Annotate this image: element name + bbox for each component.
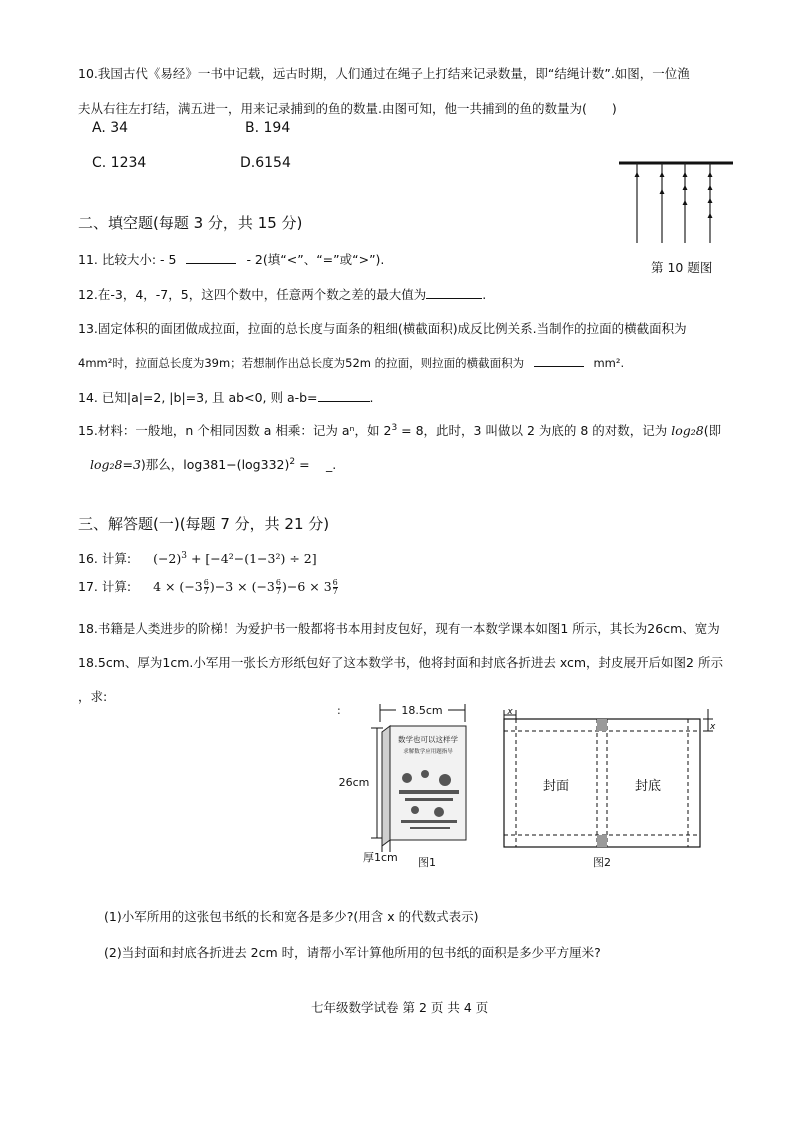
- q15-line1-b: = 8，此时，3 叫做以 2 为底的 8 的对数，记为: [397, 423, 672, 438]
- q11-answer-blank: [186, 251, 236, 264]
- book-cover-title: 数学也可以这样学: [398, 735, 458, 744]
- q13-line2-suffix: mm².: [593, 356, 625, 370]
- q15-line1: [78, 422, 721, 440]
- q11-prefix: 11. 比较大小: - 5: [78, 252, 177, 267]
- q15-line2-a: log₂8=3: [90, 457, 141, 472]
- q15-line2-sup: 2: [289, 456, 296, 467]
- q13-line2: [78, 354, 624, 372]
- q10-option-c: C. 1234: [92, 155, 147, 171]
- fig2-x-label-top: x: [507, 707, 513, 717]
- q12-suffix: .: [482, 287, 487, 302]
- q15-line2: [90, 456, 336, 474]
- q10-line1: 10.我国古代《易经》一书中记载，远古时期，人们通过在绳子上打结来记录数量，即“结绳计数”.如图，一位渔: [78, 66, 690, 81]
- q17-fraction-3: $\frac{6}{7}$: [332, 578, 338, 596]
- q14: [78, 389, 374, 407]
- wrapping-paper-figure-2: [490, 705, 720, 870]
- q18-line3: ，求:: [78, 689, 108, 704]
- book-cover-subtitle: 求解数学应用题指导: [403, 749, 453, 755]
- q12: [78, 286, 486, 304]
- q16-expr-sup: 3: [181, 550, 187, 561]
- q10-option-d: D.6154: [240, 155, 291, 171]
- fig1-height-label: 26cm: [338, 776, 370, 789]
- q16-expr-b: + [−4²−(1−3²) ÷ 2]: [190, 551, 317, 566]
- book-figure-1: [335, 700, 475, 872]
- knot-rope-figure: [615, 155, 740, 250]
- q15-line2-b: )那么，log381−(log332): [140, 457, 290, 472]
- q18-line1: 18.书籍是人类进步的阶梯！为爱护书一般都将书本用封皮包好，现有一本数学课本如图1 所示，其长为26cm、宽为: [78, 621, 720, 636]
- q17-part3: )−6 × 3: [281, 579, 332, 594]
- q15-line2-c: = _.: [295, 457, 337, 472]
- q14-answer-blank: [318, 389, 370, 402]
- q15-line1-sup: 3: [391, 422, 398, 433]
- q17-fraction-1: $\frac{6}{7}$: [203, 578, 209, 596]
- q18-sub2: (2)当封面和封底各折进去 2cm 时，请帮小军计算他所用的包书纸的面积是多少平方厘米?: [104, 945, 601, 960]
- fig1-caption: 图1: [418, 856, 436, 869]
- q13-answer-blank: [534, 354, 584, 367]
- svg-text::: :: [337, 704, 341, 717]
- section3-title: 三、解答题(一)(每题 7 分，共 21 分): [78, 515, 330, 533]
- q15-line1-c: (即: [703, 423, 722, 438]
- q12-prefix: 12.在-3，4，-7，5，这四个数中，任意两个数之差的最大值为: [78, 287, 427, 302]
- q12-answer-blank: [426, 286, 482, 299]
- fig2-back-cover-label: 封底: [634, 779, 662, 794]
- q17-part1: 4 × (−3: [153, 579, 203, 594]
- q13-line2-prefix: 4mm²时，拉面总长度为39m；若想制作出总长度为52m 的拉面，则拉面的横截面积为: [78, 356, 525, 370]
- section2-title: 二、填空题(每题 3 分，共 15 分): [78, 214, 303, 232]
- fig1-thickness-label: 厚1cm: [363, 851, 398, 864]
- q17-label: 17. 计算:: [78, 579, 132, 594]
- fig1-width-label: 18.5cm: [401, 704, 443, 717]
- fig2-caption: 图2: [593, 856, 611, 869]
- q10-figure-caption: 第 10 题图: [651, 260, 713, 275]
- q16-expression: [153, 551, 317, 566]
- q16-label: 16. 计算:: [78, 551, 132, 566]
- q18-sub1: (1)小军所用的这张包书纸的长和宽各是多少?(用含 x 的代数式表示): [104, 909, 479, 924]
- q16: [78, 550, 317, 568]
- fig2-x-label-right: x: [710, 722, 716, 732]
- q16-expr-a: (−2): [153, 551, 182, 566]
- fig2-front-cover-label: 封面: [542, 779, 570, 794]
- q11-middle: - 2(填“<”、“=”或“>”).: [246, 252, 385, 267]
- q17-expression: [153, 579, 339, 594]
- page-footer: 七年级数学试卷 第 2 页 共 4 页: [311, 1000, 489, 1015]
- q18-line2: 18.5cm、厚为1cm.小军用一张长方形纸包好了这本数学书，他将封面和封底各折进去 xcm，封皮展开后如图2 所示: [78, 655, 723, 670]
- q17-fraction-2: $\frac{6}{7}$: [275, 578, 281, 596]
- q13-line1: 13.固定体积的面团做成拉面，拉面的总长度与面条的粗细(横截面积)成反比例关系.当制作的拉面的横截面积为: [78, 321, 687, 336]
- q10-option-b: B. 194: [245, 120, 291, 136]
- q14-suffix: .: [369, 390, 374, 405]
- q17-part2: )−3 × (−3: [209, 579, 275, 594]
- q14-prefix: 14. 已知|a|=2, |b|=3, 且 ab<0, 则 a-b=: [78, 390, 318, 405]
- q15-line1-a: 15.材料：一般地，n 个相同因数 a 相乘：记为 aⁿ，如 2: [78, 423, 392, 438]
- q17: [78, 578, 339, 596]
- q11: [78, 251, 384, 269]
- q15-log-expr: log₂8: [671, 423, 704, 438]
- q10-option-a: A. 34: [92, 120, 129, 136]
- q10-line2: 夫从右往左打结，满五进一，用来记录捕到的鱼的数量.由图可知，他一共捕到的鱼的数量为( ): [78, 101, 617, 116]
